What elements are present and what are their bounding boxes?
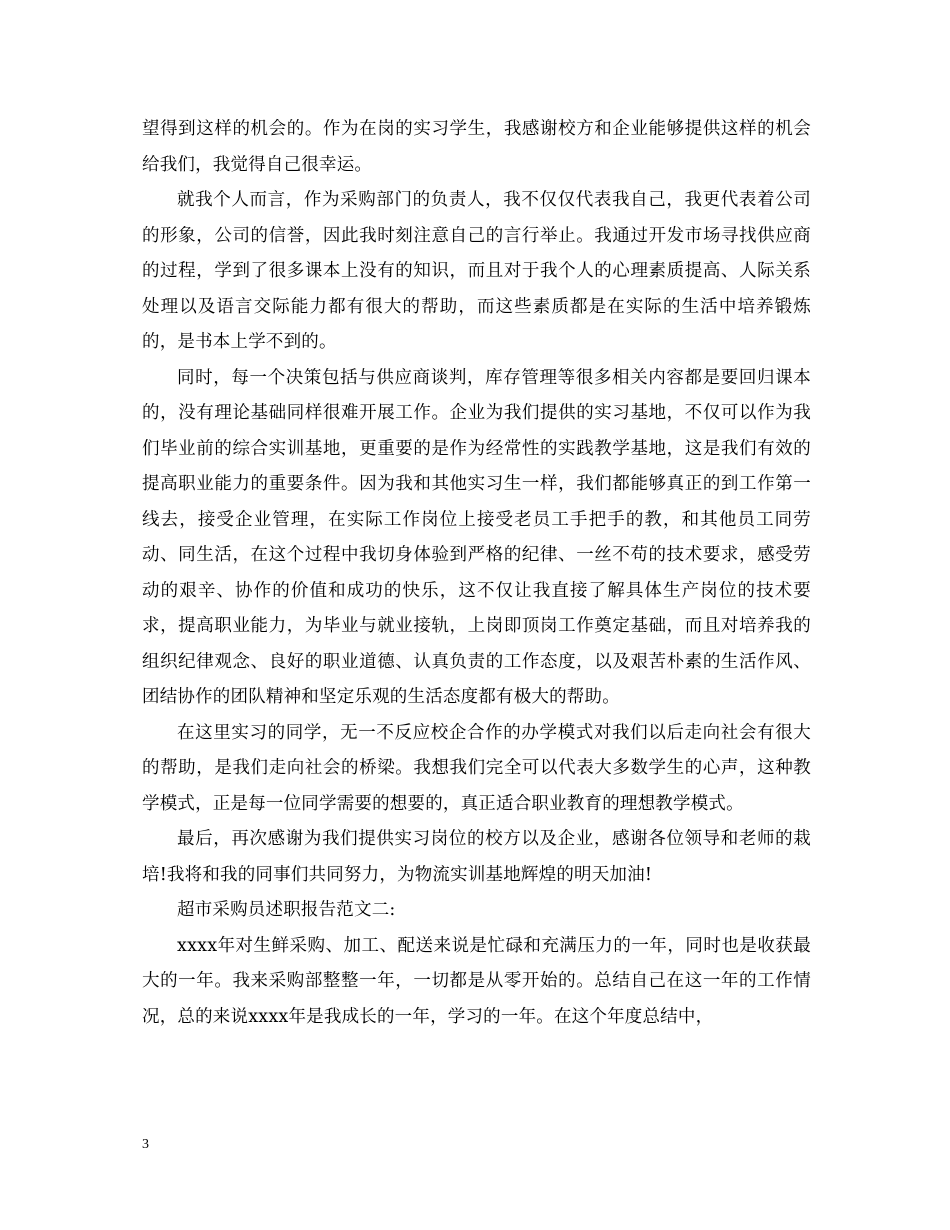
section-heading: 超市采购员述职报告范文二: <box>177 900 396 920</box>
page-number: 3 <box>142 1137 149 1152</box>
paragraph-2: 就我个人而言，作为采购部门的负责人，我不仅仅代表我自己，我更代表着公司的形象，公司的信誉，因此我时刻注意自己的言行举止。我通过开发市场寻找供应商的过程，学到了很多课本上没有的知识，而且对于我个人的心理素质提高、人际关系处理以及语言交际能力都有很大的帮助，而这些素质都是在实际的生活中培养锻炼的，是书本上学不到的。 <box>142 190 811 352</box>
body-text <box>142 112 811 1035</box>
paragraph-5: 最后，再次感谢为我们提供实习岗位的校方以及企业，感谢各位领导和老师的栽培!我将和我的同事们共同努力，为物流实训基地辉煌的明天加油! <box>142 829 811 885</box>
paragraph-6: xxxx年对生鲜采购、加工、配送来说是忙碌和充满压力的一年，同时也是收获最大的一年。我来采购部整整一年，一切都是从零开始的。总结自己在这一年的工作情况，总的来说xxxx年是我成长的一年，学习的一年。在这个年度总结中， <box>142 935 811 1027</box>
paragraph-1: 望得到这样的机会的。作为在岗的实习学生，我感谢校方和企业能够提供这样的机会给我们，我觉得自己很幸运。 <box>142 119 811 175</box>
paragraph-4: 在这里实习的同学，无一不反应校企合作的办学模式对我们以后走向社会有很大的帮助，是我们走向社会的桥梁。我想我们完全可以代表大多数学生的心声，这种教学模式，正是每一位同学需要的想要的，真正适合职业教育的理想教学模式。 <box>142 722 811 814</box>
paragraph-3: 同时，每一个决策包括与供应商谈判，库存管理等很多相关内容都是要回归课本的，没有理论基础同样很难开展工作。企业为我们提供的实习基地，不仅可以作为我们毕业前的综合实训基地，更重要的是作为经常性的实践教学基地，这是我们有效的提高职业能力的重要条件。因为我和其他实习生一样，我们都能够真正的到工作第一线去，接受企业管理，在实际工作岗位上接受老员工手把手的教，和其他员工同劳动、同生活，在这个过程中我切身体验到严格的纪律、一丝不苟的技术要求，感受劳动的艰辛、协作的价值和成功的快乐，这不仅让我直接了解具体生产岗位的技术要求，提高职业能力，为毕业与就业接轨，上岗即顶岗工作奠定基础，而且对培养我的组织纪律观念、良好的职业道德、认真负责的工作态度，以及艰苦朴素的生活作风、团结协作的团队精神和坚定乐观的生活态度都有极大的帮助。 <box>142 367 811 707</box>
